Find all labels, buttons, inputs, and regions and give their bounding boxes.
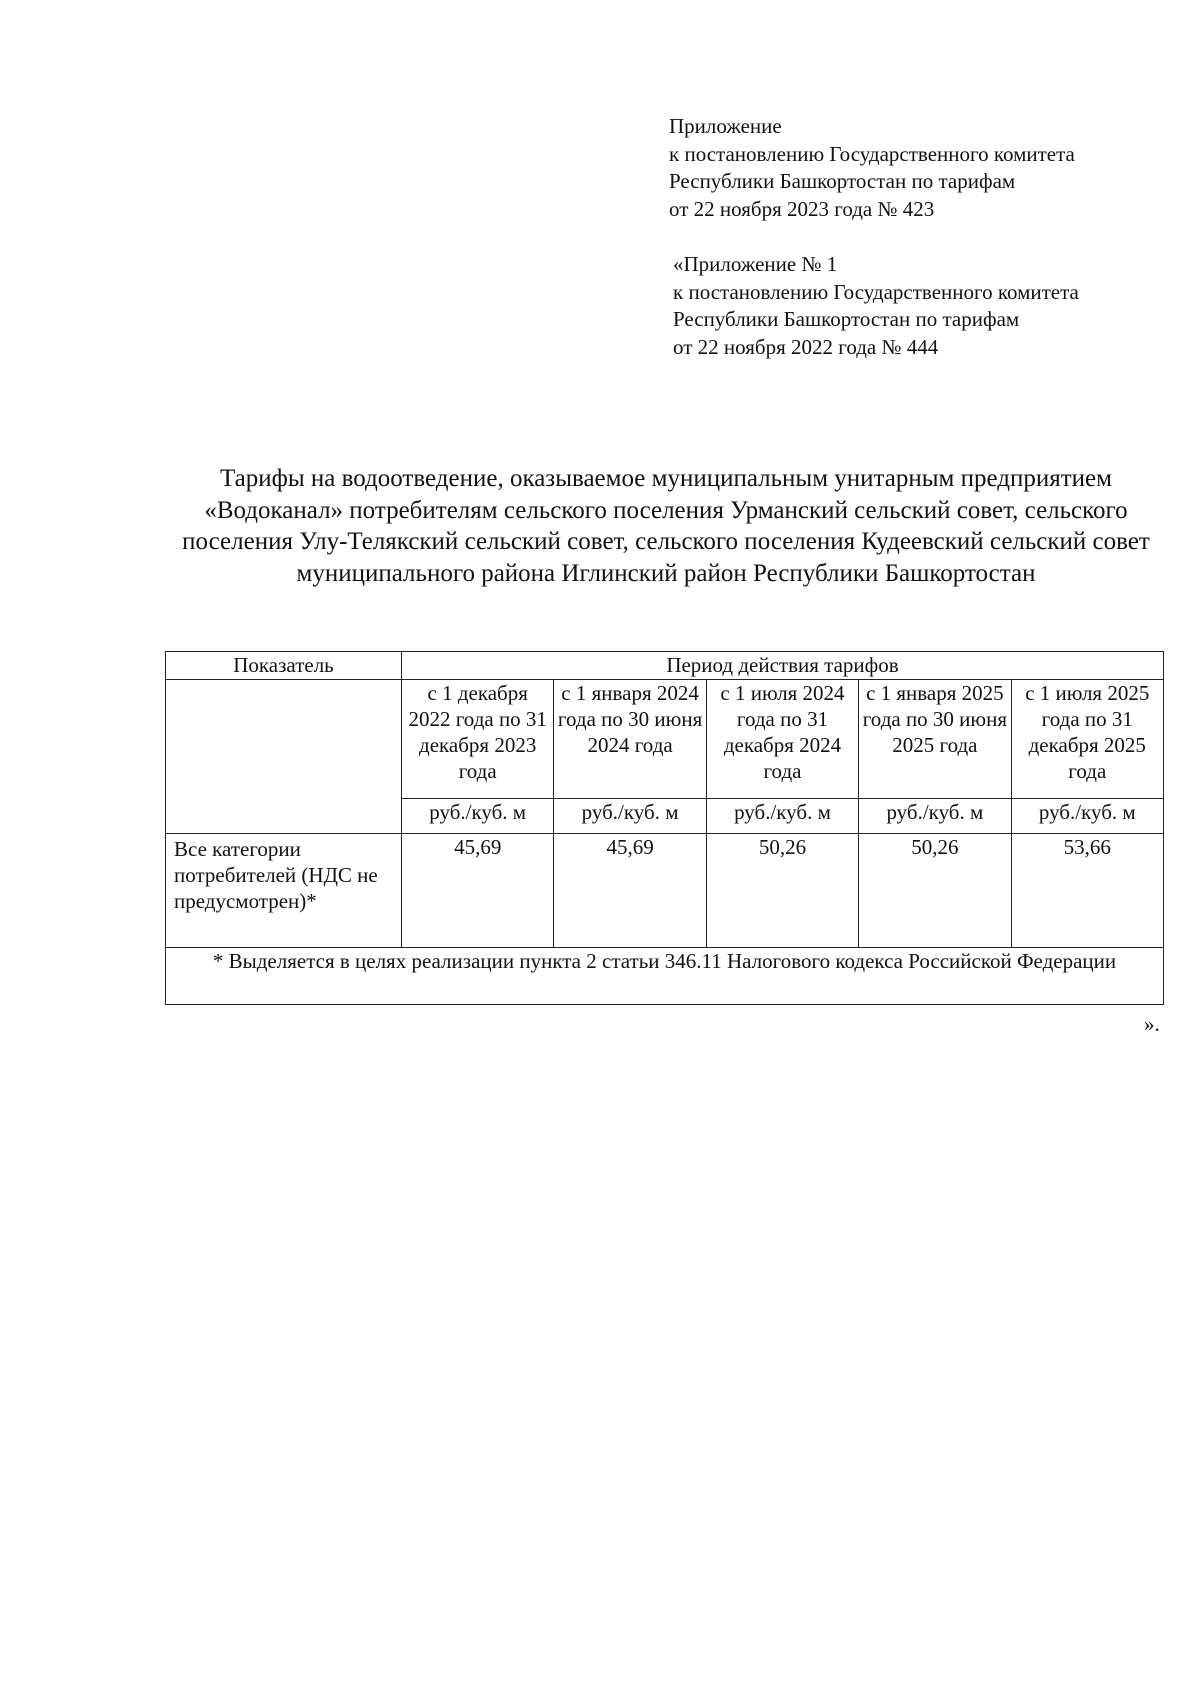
period-cell: с 1 июля 2025 года по 31 декабря 2025 года (1011, 680, 1163, 799)
indicator-cell: Все категории потребителей (НДС не предусмотрен)* (166, 834, 402, 948)
tariff-value: 53,66 (1011, 834, 1163, 948)
appendix-line: «Приложение № 1 (673, 252, 838, 276)
period-cell: с 1 января 2024 года по 30 июня 2024 года (554, 680, 706, 799)
appendix-line: к постановлению Государственного комитета (669, 141, 1075, 166)
table-row (166, 834, 1164, 948)
appendix-line: Приложение (669, 114, 782, 138)
unit-cell: руб./куб. м (402, 799, 554, 834)
tariff-value: 45,69 (402, 834, 554, 948)
unit-cell: руб./куб. м (1011, 799, 1163, 834)
tariff-value: 50,26 (859, 834, 1011, 948)
unit-cell: руб./куб. м (554, 799, 706, 834)
appendix-line: к постановлению Государственного комитета (673, 279, 1079, 304)
period-header: Период действия тарифов (402, 652, 1164, 680)
appendix-header-current (669, 113, 1169, 223)
tariff-value: 45,69 (554, 834, 706, 948)
appendix-line: от 22 ноября 2022 года № 444 (673, 334, 939, 359)
unit-cell: руб./куб. м (706, 799, 858, 834)
empty-header-cell (166, 680, 402, 834)
appendix-line: от 22 ноября 2023 года № 423 (669, 196, 935, 221)
appendix-header-previous (673, 251, 1173, 361)
period-cell: с 1 декабря 2022 года по 31 декабря 2023 года (402, 680, 554, 799)
period-cell: с 1 января 2025 года по 30 июня 2025 года (859, 680, 1011, 799)
appendix-line: Республики Башкортостан по тарифам (669, 169, 1016, 193)
document-title: Тарифы на водоотведение, оказываемое муниципальным унитарным предприятием «Водоканал» потребителям сельского поселения Урманский сельский совет, сельского поселения Улу-Телякский сельский совет, сельского поселения Кудеевский сельский совет муниципального района Иглинский район Республики Башкортостан (182, 465, 1150, 587)
period-cell: с 1 июля 2024 года по 31 декабря 2024 года (706, 680, 858, 799)
tariff-table (165, 651, 1164, 1005)
unit-cell: руб./куб. м (859, 799, 1011, 834)
closing-quote-mark: ». (1144, 1012, 1160, 1036)
tariff-value: 50,26 (706, 834, 858, 948)
appendix-line: Республики Башкортостан по тарифам (673, 307, 1020, 331)
footnote: * Выделяется в целях реализации пункта 2 статьи 346.11 Налогового кодекса Российской Федерации (166, 948, 1164, 1005)
indicator-header: Показатель (166, 652, 402, 680)
